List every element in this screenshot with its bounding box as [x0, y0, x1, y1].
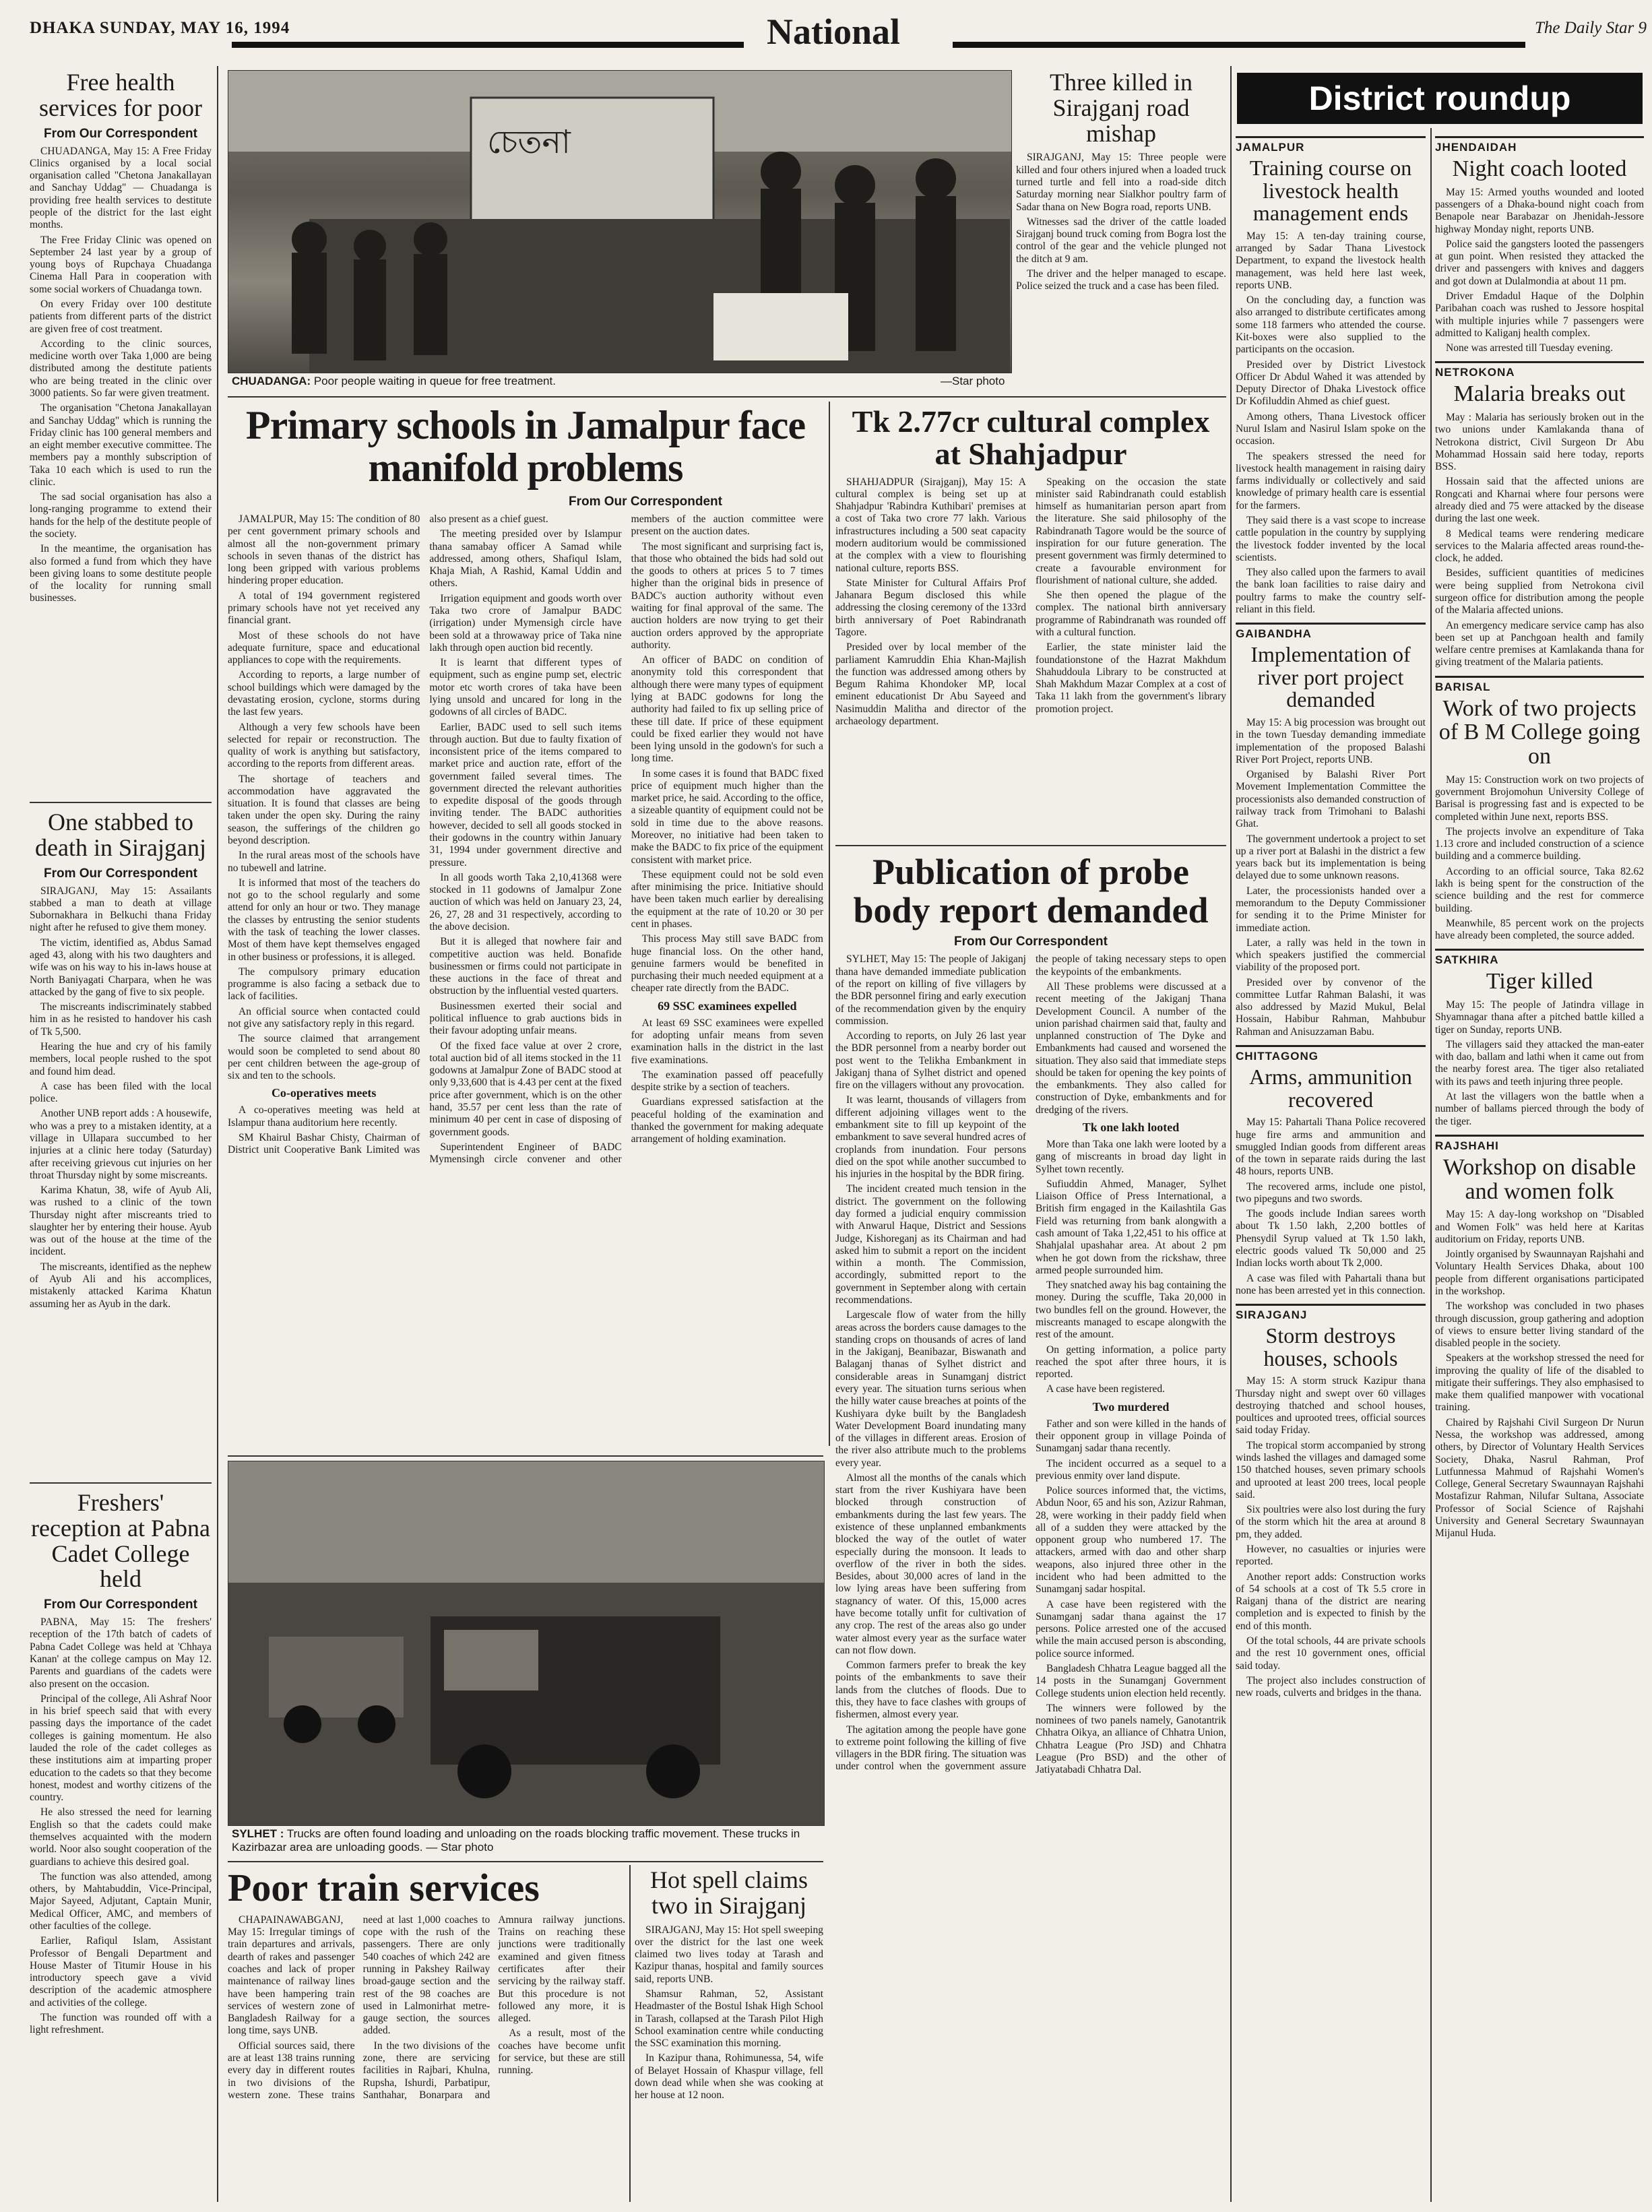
paragraph: Later, a rally was held in the town in which speakers justified the commercial viability of the proposed port. — [1236, 937, 1426, 974]
article-stabbed — [30, 807, 212, 1481]
masthead-rule-left — [232, 42, 744, 48]
paragraph: SHAHJADPUR (Sirajganj), May 15: A cultural complex is being set up at Shahjadpur 'Rabindra Kuthibari' premises at a cost of Taka two crore 77 lakh. Various infrastructures including a 500 seat capacity modern auditorium would be commissioned at the complex with a view to flourishing national culture, reports BSS. — [835, 476, 1026, 574]
paragraph: Sufiuddin Ahmed, Manager, Sylhet Liaison Office of Press International, a British firm engaged in the Kailashtila Gas Field was returning from bank alongwith a cash amount of Taka 1,22,451 to his office at Shahjalal upashahar area. At about 2 pm when he got down from the rickshaw, three armed people surrounded him. — [1036, 1178, 1226, 1276]
paragraph: All These problems were discussed at a recent meeting of the Jakiganj Thana Development Council. A number of the union parishad chairmen said that, faulty and unplanned construction of The Dyke and Embankments had caused and worsened the situation. They also said that immediate steps should be taken for opening the key points of the embankments. They also called for construction of Dyke, embankments and for dredging of the rivers. — [1036, 980, 1226, 1116]
paragraph: The function was also attended, among others, by Mahtabuddin, Vice-Principal, Major Sayeed, Adjutant, Captain Munir, Medical Officer, AMC, and members of other faculties of the college. — [30, 1870, 212, 1932]
paragraph: A case have been registered with the Sunamganj sadar thana against the 17 persons. Police arrested one of the accused while the main accused person is absconding, police source informed. — [1036, 1598, 1226, 1660]
masthead-rule-right — [953, 42, 1525, 48]
paragraph: The source claimed that arrangement would soon be completed to send about 80 per cent children between the age-group of six and ten to the schools. — [228, 1033, 420, 1082]
headline: Poor train services — [228, 1866, 540, 1909]
paragraph: Karima Khatun, 38, wife of Ayub Ali, was rushed to a clinic of the town Thursday night after miscreants tried to slaughter her by entering their house. Ayub was out of the house at the time of the incident. — [30, 1184, 212, 1258]
paragraph: Another UNB report adds : A housewife, who was a prey to a mistaken identity, at a village in Ullapara succumbed to her injuries at a clinic here today (Saturday) after receiving grievous cut injuries on her throat Thursday night by some miscreants. — [30, 1108, 212, 1181]
paragraph: The project also includes construction of new roads, culverts and bridges in the thana. — [1236, 1674, 1426, 1699]
headline: Malaria breaks out — [1453, 381, 1626, 407]
paragraph: Besides, sufficient quantities of medicines were being supplied from Netrokona civil surgeon office for distribution among the people of the Malaria affected unions. — [1435, 567, 1644, 617]
headline: Work of two projects of B M College going on — [1438, 695, 1641, 769]
paragraph: Six poultries were also lost during the fury of the storm which hit the area at around 8 pm, they added. — [1236, 1504, 1426, 1540]
paragraph: Chaired by Rajshahi Civil Surgeon Dr Nurun Nessa, the workshop was addressed, among others, by Director of Voluntary Health Services Society, Dhaka, Nasrul Rahman, Prof Lutfunnessa Mahmud of Rajshahi Women's College, General Secretary Swaunnayan Rajshahi Mostafizur Rahman, Nilufar Sultana, Associate Professor of Social Science of Rajshahi University and General Secretary Swaunnayan Mijanul Huda. — [1435, 1416, 1644, 1540]
paragraph: According to the clinic sources, medicine worth over Taka 1,000 are being distributed among the destitute patients who are being treated in the clinic over 3000 patients. So far were given treatment. — [30, 338, 212, 399]
paragraph: It is learnt that different types of equipment, such as engine pump set, electric motor etc worth crores of taka have been lying unsold and uncared for long in the godowns of all circles of BADC. — [429, 657, 622, 718]
paragraph: This process May still save BADC from huge financial loss. On the other hand, genuine farmers would be benefited in purchasing their much needed equipment at a cheaper rate directly from the BADC. — [631, 933, 823, 994]
article-body — [228, 513, 823, 1166]
paragraph: In Kazipur thana, Rohimunessa, 54, wife of Belayet Hossain of Khaspur village, fell down dead while when she was cooking at her house at 12 noon. — [635, 2052, 823, 2102]
district-label: NETROKONA — [1435, 361, 1644, 379]
paragraph: The examination passed off peacefully despite strike by a section of teachers. — [631, 1069, 823, 1094]
paragraph: They also called upon the farmers to avail the bank loan facilities to raise dairy and poultry farms to make the country self-reliant in this field. — [1236, 567, 1426, 615]
byline: From Our Correspondent — [43, 1598, 197, 1612]
paragraph: A co-operatives meeting was held at Islampur thana auditorium here recently. — [228, 1104, 420, 1129]
caption-place: SYLHET : — [232, 1827, 284, 1840]
byline: From Our Correspondent — [953, 935, 1108, 949]
headline: One stabbed to death in Sirajganj — [35, 809, 206, 861]
paragraph: The victim, identified as, Abdus Samad aged 43, along with his two daughters and wife was on his way to his in-laws house at North Baniyagati Charpara, when he was attacked by the gang of five to six people. — [30, 937, 212, 998]
dateline: DHAKA SUNDAY, MAY 16, 1994 — [30, 19, 290, 37]
district-label: GAIBANDHA — [1236, 623, 1426, 641]
headline: Tk 2.77cr cultural complex at Shahjadpur — [852, 404, 1210, 472]
byline: From Our Correspondent — [43, 126, 197, 141]
paragraph: The government undertook a project to set up a river port at Balashi in the district a few years back but its implementation is being delayed due to some unknown reasons. — [1236, 833, 1426, 882]
paragraph: These equipment could not be sold even after minimising the price. Initiative should have been taken much earlier by derealising the equipment at the rate of 10.20 or 30 per cent in phases. — [631, 868, 823, 930]
paragraph: SIRAJGANJ, May 15: Three people were killed and four others injured when a loaded truck turned turtle and fell into a road-side ditch Saturday morning near Sialkhor poultry farm of Sadar thana on New Bogra road, reports UNB. — [1016, 152, 1226, 213]
paragraph: Of the total schools, 44 are private schools and the rest 10 government ones, official said today. — [1236, 1635, 1426, 1672]
article-body — [228, 1914, 625, 2102]
district-label: SIRAJGANJ — [1236, 1304, 1426, 1322]
paragraph: The sad social organisation has also a long-ranging programme to extend their hands for the help of the destitute people of the society. — [30, 491, 212, 540]
masthead — [30, 9, 1647, 51]
paragraph: It was learnt, thousands of villagers from different adjoining villages went to the embankment site to fill up keypoint of the embankment to save several hundred acres of croplands from inundation. Four persons died on the spot while another succumbed to his injuries in the hospital by the BDR firing. — [835, 1094, 1026, 1180]
headline: Tiger killed — [1486, 969, 1593, 994]
divider — [228, 1861, 823, 1862]
paragraph: In some cases it is found that BADC fixed price of equipment much higher than the market price, he said. According to the office, a sizeable quantity of equipment could not be sold in time due to the above reasons. Moreover, no initiative had been taken to make the BADC to fix price of the equipment consistent with market price. — [631, 767, 823, 866]
byline: From Our Correspondent — [568, 495, 722, 509]
paragraph: Another report adds: Construction works of 54 schools at a cost of Tk 5.5 crore in Raiganj thana of the district are nearing completion and is expected to finish by the end of this month. — [1236, 1571, 1426, 1632]
paragraph: May : Malaria has seriously broken out in the two unions under Kamlakanda thana of Netrokona district, Civil Surgeon Dr Abu Mohammad Hossain said here today, reports BSS. — [1435, 412, 1644, 473]
headline: Storm destroys houses, schools — [1263, 1323, 1398, 1370]
photo-caption — [232, 375, 556, 388]
paragraph: Almost all the months of the canals which start from the river Kushiyara have been blocked through construction of embankments during the last few years. The existence of these unplanned embankments blocked the way of the outlet of water especially during the monsoon. It leads to overflow of the river in both the sides. Besides, about 30,000 acres of land in the low lying areas have been suffering from stagnancy of water. Of this, 15,000 acres have become totally unfit for cultivation of any crop. The rest of the areas also go under water almost every year as the surface water can not flow down. — [835, 1472, 1026, 1656]
headline: Primary schools in Jamalpur face manifold problems — [245, 403, 806, 490]
paragraph: In the meantime, the organisation has also formed a fund from which they have been giving loans to some destitute people of the locality for running small businesses. — [30, 543, 212, 604]
paragraph: Official sources said, there are at least 138 trains running every day in different routes in two divisions of the western zone. These trains need at last 1,000 coaches to cope with the rush of the passengers. There are only 540 coaches of which 242 are running in Pakshey Railway broad-gauge section and the rest of the 98 coaches are used in Lalmonirhat metre-gauge section, the sources added. — [228, 1914, 490, 2101]
paragraph: The projects involve an expenditure of Taka 1.13 crore and included construction of a science building and a commerce building. — [1435, 825, 1644, 862]
paragraph: Shamsur Rahman, 52, Assistant Headmaster of the Bostul Ishak High School in Tarash, collapsed at the Tarash Pilot High School examination centre while conducting the SSC examination this morning. — [635, 1988, 823, 2050]
district-label: BARISAL — [1435, 676, 1644, 694]
paragraph: An officer of BADC on condition of anonymity told this correspondent that although there were many types of equipment lying at BADC godowns for long the authority had failed to fix up selling price of these till date. If price of these equipment could be fixed earlier they would not have been lying unsold in the godown's for such a long time. — [631, 654, 823, 765]
paragraph: Presided over by local member of the parliament Kamruddin Ehia Khan-Majlish the function was addressed among others by Begum Rahima Khondoker MP, local eminent educationist Dr Abu Sayeed and Nasimuddin Malitha and director of the archaeology department. — [835, 641, 1026, 727]
column-divider — [1230, 66, 1232, 2202]
column-divider — [629, 1865, 631, 2202]
paragraph: Largescale flow of water from the hilly areas across the borders cause damages to the standing crops on thousands of acres of land in the Jakiganj, Beanibazar, Biswanath and Balaganj thanas of Sylhet district and considerable areas in Sunamganj district every year. The situation turns serious when the hilly water cause breaches at points of the Kushiyara dyke built by the Bangladesh Water Development Board inundating many of the villages in different areas. Erosion of the river also attribute much to the problems every year. — [835, 1309, 1026, 1469]
paragraph: SIRAJGANJ, May 15: Assailants stabbed a man to death at village Subornakhara in Belkuchi thana Friday night after he refused to give them money. — [30, 885, 212, 934]
paragraph: On getting information, a police party reached the spot after three hours, it is reported. — [1036, 1344, 1226, 1381]
paragraph: In all goods worth Taka 2,10,41368 were stocked in 11 godowns of Jamalpur Zone auction of which was held on January 23, 24, 26, 27, 28 and 31 respectively, according to the above decision. — [429, 871, 622, 933]
paragraph: Superintendent Engineer of BADC Mymensingh circle convener and other members of the auction committee were present on the auction dates. — [429, 513, 823, 1166]
paragraph: May 15: Construction work on two projects of government Brojomohun University College of Barisal is progressing fast and is expected to be completed within June next, reports BSS. — [1435, 773, 1644, 823]
paragraph: Presided over by District Livestock Officer Dr Abdul Wahed it was attended by Deputy Director of Dhaka Livestock office Dr Kofiluddin Ahmed as chief guest. — [1236, 358, 1426, 408]
caption-text: Poor people waiting in queue for free treatment. — [313, 375, 556, 387]
paragraph: May 15: Armed youths wounded and looted passengers of a Dhaka-bound night coach from Benapole near Barabazar on Jhenidah-Jessore highway Monday night, reports UNB. — [1435, 186, 1644, 235]
article-probe-report — [835, 850, 1226, 2202]
paragraph: The speakers stressed the need for livestock health management in raising dairy farms individually or collectively and said knowledge of primary health care is essential for the farmers. — [1236, 450, 1426, 511]
paragraph: Of the fixed face value at over 2 crore, total auction bid of all items stocked in the 11 godowns at Jamalpur Zone of BADC stood at only 9,33,600 that is 4.43 per cent at the fixed price after government, which is on the other hand, 35.57 per cent less than the rate of minimum 40 per cent in case of disposing of government goods. — [429, 1040, 622, 1138]
paragraph: None was arrested till Tuesday evening. — [1446, 342, 1613, 354]
paragraph: According to reports, a large number of school buildings which were damaged by the devastating erosion, cyclone, storms during the last few years. — [228, 669, 420, 718]
paragraph: Earlier, Rafiqul Islam, Assistant Professor of Bengali Department and House Master of Titumir House in his introductory speech gave a vivid description of the academic atmosphere and activities of the college. — [30, 1935, 212, 2009]
article-poor-train — [228, 1865, 625, 2202]
paragraph: However, no casualties or injuries were reported. — [1236, 1544, 1426, 1568]
headline: Free health services for poor — [39, 69, 202, 121]
paragraph: Police said the gangsters looted the passengers at gun point. When resisted they attacked the driver and passengers with knives and daggers and got down at Dulalmondia at about 11 pm. — [1435, 238, 1644, 287]
article-body — [835, 476, 1226, 728]
paragraph: Businessmen exerted their social and political influence to grab auctions bids in their favour adopting unfair means. — [429, 1000, 622, 1037]
district-column-b — [1435, 129, 1644, 2202]
paragraph: An official source when contacted could not give any satisfactory reply in this regard. — [228, 1005, 420, 1030]
photo-queue — [228, 70, 1012, 373]
caption-place: CHUADANGA: — [232, 375, 311, 387]
paragraph: Although a very few schools have been selected for repair or reconstruction. The quality of work is anything but satisfactory, according to the reports from different areas. — [228, 721, 420, 770]
paragraph: May 15: A day-long workshop on "Disabled and Women Folk" was held here at Karitas auditorium on Friday, reports UNB. — [1435, 1209, 1644, 1245]
column-divider — [829, 402, 830, 1446]
paragraph: At last the villagers won the battle when a number of ballams pierced through the body of the tiger. — [1435, 1091, 1644, 1127]
article-primary-schools — [228, 402, 823, 1453]
paragraph: Earlier, BADC used to sell such items through auction. But due to faulty fixation of inconsistent price of the items compared to market price and auction rate, effort of the government failed several times. The government directed the relevant authorities to expedite disposal of the goods through inviting tender. The BADC authorities however, decided to sell all goods stocked in their godowns in the country within January 31, 1994 under government directive and pressure. — [429, 721, 622, 868]
paragraph: Driver Emdadul Haque of the Dolphin Paribahan coach was rushed to Jessore hospital with multiple injuries while 7 passengers were admitted to Kaliganj health complex. — [1435, 290, 1644, 339]
paragraph: More than Taka one lakh were looted by a gang of miscreants in broad day light in Sylhet town recently. — [1036, 1139, 1226, 1175]
paragraph: A total of 194 government registered primary schools have not yet received any financial grant. — [228, 590, 420, 627]
paragraph: CHUADANGA, May 15: A Free Friday Clinics organised by a local social organisation called "Chetona Janakallayan and Sanchay Uddag" — Chuadanga is providing free health services to destitute people of the district for the last eight months. — [30, 145, 212, 231]
paragraph: A case has been filed with the local police. — [30, 1080, 212, 1105]
district-label: SATKHIRA — [1435, 949, 1644, 967]
paragraph: The most significant and surprising fact is, that those who obtained the bids had sold out the goods to others at prices 5 to 7 times higher than the original bids in presence of BADC's auction authority without even waiting for final approval of the same. The auction holders are now trying to get their auction orders approved by the appropriate authority. — [631, 540, 823, 651]
paragraph: Meanwhile, 85 percent work on the projects have already been completed, the source added. — [1435, 917, 1644, 942]
paragraph: Hossain said that the affected unions are Rongcati and Kharnai where four persons were already died and 75 were attacked by the disease during the last one week. — [1435, 476, 1644, 525]
paragraph: SIRAJGANJ, May 15: Hot spell sweeping over the district for the last one week claimed two lives today at Tarash and Kazipur thanas, hospital and family sources said, reports UNB. — [635, 1924, 823, 1985]
paragraph: The organisation "Chetona Janakallayan and Sanchay Uddag" which is running the Friday clinic has 100 general members and an eight member executive committee. The members pay a monthly subscription of Taka 10 each which is used to run the clinic. — [30, 402, 212, 488]
paragraph: The miscreants, identified as the nephew of Ayub Ali and his accomplices, mistakenly attacked Karima Khatun assuming her as Ayub in the dark. — [30, 1261, 212, 1310]
subhead: Two murdered — [1092, 1399, 1170, 1414]
paragraph: Jointly organised by Swaunnayan Rajshahi and Voluntary Health Services Dhaka, about 100 people from different organisations participated in the workshop. — [1435, 1249, 1644, 1297]
paragraph: The goods include Indian sarees worth about Tk 1.50 lakh, 2,200 bottles of Phensydil Syrup valued at Tk 1.50 lakh, electric goods valued Tk 50,000 and 25 Indian locks worth about Tk 2,000. — [1236, 1208, 1426, 1269]
paragraph: PABNA, May 15: The freshers' reception of the 17th batch of cadets of Pabna Cadet College was held at 'Chhaya Kanan' at the college campus on May 12. Parents and guardians of the cadets were also present on the occasion. — [30, 1616, 212, 1690]
paragraph: She then opened the plague of the complex. The national birth anniversary programme of Rabindranath was rounded off with a cultural function. — [1036, 590, 1226, 638]
paragraph: SM Khairul Bashar Chisty, Chairman of District unit Cooperative Bank Limited was also present as a chief guest. — [228, 513, 548, 1156]
paragraph: The tropical storm accompanied by strong winds lashed the villages and damaged some 150 thatched houses, seven primary schools and uprooted at least 200 trees, local people said. — [1236, 1439, 1426, 1500]
article-freshers — [30, 1488, 212, 2202]
photo-trucks-illustration — [228, 1461, 824, 1825]
paragraph: The driver and the helper managed to escape. Police seized the truck and a case has been filed. — [1016, 267, 1226, 292]
paragraph: Speaking on the occasion the state minister said Rabindranath could establish himself as humanitarian person apart from the literature. She said philosophy of the Rabindranath Tagore would be the source of inspiration for our future generation. The present government was firmly determined to create a favourable environment for flourishment of national culture, she added. — [1036, 476, 1226, 586]
paragraph: It is informed that most of the teachers do not go to the school regularly and some attend for only an hour or two. They manage the classes by entrusting the senior students with the task of teaching the lower classes. Most of them have kept themselves engaged in other business or professions, it is alleged. — [228, 877, 420, 963]
district-label: JAMALPUR — [1236, 136, 1426, 154]
paragraph: 8 Medical teams were rendering medicare services to the Malaria affected areas round-the-clock, he added. — [1435, 528, 1644, 565]
paragraph: A case was filed with Pahartali thana but none has been arrested yet in this connection. — [1236, 1272, 1426, 1296]
paragraph: Guardians expressed satisfaction at the peaceful holding of the examination and thanked the government for making adequate arrangement of holding examination. — [631, 1096, 823, 1145]
paragraph: SYLHET, May 15: The people of Jakiganj thana have demanded immediate publication of the report on killing of five villagers by the BDR personnel firing and early execution of the recommendation given by the enquiry commission. — [835, 953, 1026, 1027]
paragraph: The recovered arms, include one pistol, two pipeguns and two swords. — [1236, 1180, 1426, 1205]
paragraph: Bangladesh Chhatra League bagged all the 14 posts in the Sunamganj Government College students union election held recently. — [1036, 1663, 1226, 1699]
headline: Workshop on disable and women folk — [1442, 1154, 1637, 1204]
paragraph: Hearing the hue and cry of his family members, local people rushed to the spot and found him dead. — [30, 1040, 212, 1077]
paragraph: Later, the processionists handed over a memorandum to the Deputy Commissioner for sending it to the Prime Minister for immediate action. — [1236, 885, 1426, 934]
paragraph: JAMALPUR, May 15: The condition of 80 per cent government primary schools and almost all the non-government primary schools in seven thanas of the district has long been gripped with various problems hindering proper education. — [228, 513, 420, 587]
subhead: 69 SSC examinees expelled — [658, 999, 797, 1013]
paragraph: The agitation among the people have gone to extreme point following the killing of five villagers in the BDR firing. The situation was under control when the government assure the people of taking necessary steps to open the keypoints of the embankments. — [835, 953, 1226, 1773]
paragraph: According to an official source, Taka 82.62 lakh is being spent for the construction of the science building and the rest for commerce building. — [1435, 865, 1644, 914]
divider — [228, 396, 1226, 398]
paragraph: Father and son were killed in the hands of their opponent group in village Poinda of Sunamganj sadar thana recently. — [1036, 1418, 1226, 1455]
paragraph: Organised by Balashi River Port Movement Implementation Committee the processionists also demanded construction of railway track from Trimohani to Balashi Ghat. — [1236, 769, 1426, 830]
paragraph: The villagers said they attacked the man-eater with dao, ballam and lathi when it came out from the nearby forest area. The tiger also retaliated with its paws and teeth injuring three people. — [1435, 1038, 1644, 1087]
paragraph: Principal of the college, Ali Ashraf Noor in his brief speech said that with every passing days the importance of the cadet colleges is gaining momentum. He also lauded the role of the cadet colleges as these institutions aim at imparting proper education to the cadets so that they become honest, modest and worthy citizens of the country. — [30, 1693, 212, 1804]
photo-credit: —Star photo — [941, 375, 1005, 387]
paragraph: May 15: A storm struck Kazipur thana Thursday night and swept over 60 villages destroying thatched and school houses, poultices and uprooted trees, official sources said today Friday. — [1236, 1375, 1426, 1436]
divider — [835, 845, 1226, 846]
paper-name: The Daily Star 9 — [1535, 19, 1647, 37]
paragraph: According to reports, on July 26 last year the BDR personnel from a nearby border out post went to the Telikha Embankment in Jakiganj thana of Sylhet district and opened fire on the villagers without any provocation. — [835, 1030, 1026, 1092]
paragraph: Among others, Thana Livestock officer Nurul Islam and Nasirul Islam spoke on the occasion. — [1236, 410, 1426, 447]
paragraph: The compulsory primary education programme is also facing a setback due to lack of facilities. — [228, 966, 420, 1003]
paragraph: The miscreants indiscriminately stabbed him in as he resisted to handover his cash of Tk 5,500. — [30, 1001, 212, 1038]
headline: Freshers' reception at Pabna Cadet College held — [31, 1489, 210, 1593]
divider — [30, 802, 212, 803]
paragraph: The winners were followed by the nominees of two panels namely, Ganotantrik Chhatra Oikya, an alliance of Chhatra Union, Chhatra League (Pro JSD) and Chhatra League (Pro BSD) and the other of Jatiyatabadi Chhatra Dal. — [1036, 1702, 1226, 1776]
headline: Arms, ammunition recovered — [1249, 1065, 1412, 1112]
district-label: CHITTAGONG — [1236, 1045, 1426, 1063]
article-cultural-complex — [835, 403, 1226, 841]
paragraph: The meeting presided over by Islampur thana samabay officer A Samad while addressed, among others, Shafiqul Islam, Khaja Miah, A Rashid, Kamal Uddin and others. — [429, 528, 622, 590]
article-free-health — [30, 67, 212, 802]
headline: Publication of probe body report demanded — [853, 852, 1209, 930]
paragraph: The Free Friday Clinic was opened on September 24 last year by a group of young boys of Rupchaya Chuadanga Cinema Hall Para in cooperation with some social workers of Chuadanga town. — [30, 234, 212, 295]
paragraph: As a result, most of the coaches have become unfit for service, but these are still running. — [498, 2027, 625, 2077]
subhead: Tk one lakh looted — [1082, 1120, 1180, 1135]
headline: Hot spell claims two in Sirajganj — [650, 1866, 808, 1919]
headline: Implementation of river port project demanded — [1250, 642, 1411, 712]
district-column-a — [1236, 129, 1426, 2202]
paragraph: Witnesses sad the driver of the cattle loaded Sirajganj bound truck coming from Bogra lost the control of the gear and the vehicle plunged not the ditch at 9 am. — [1016, 216, 1226, 265]
paragraph: The workshop was concluded in two phases through discussion, group gathering and adoption of views to ensure better living standard of the disabled people in the society. — [1435, 1300, 1644, 1350]
article-three-killed — [1016, 67, 1226, 404]
photo-credit: — Star photo — [426, 1841, 494, 1854]
paragraph: The incident created much tension in the district. The government on the following day formed a judicial enquiry commission with Anwarul Haque, District and Sessions Judge, Kishoreganj as its Chairman and had asked him to submit a report on the incident within a month. The Commission, accordingly, submitted report to the government in September along with certain recommendations. — [835, 1183, 1026, 1306]
photo-sign: চেতনা — [487, 125, 571, 160]
paragraph: The function was rounded off with a light refreshment. — [30, 2011, 212, 2036]
divider — [228, 1455, 823, 1457]
photo-trucks — [228, 1461, 825, 1826]
paragraph: Most of these schools do not have adequate furniture, space and educational appliances to cope with the requirements. — [228, 629, 420, 666]
subhead: Co-operatives meets — [271, 1086, 377, 1100]
paragraph: He also stressed the need for learning English so that the cadets could make themselves acquainted with the modern world. Noor also sought cooperation of the guardians to achieve this desired goal. — [30, 1806, 212, 1868]
byline: From Our Correspondent — [43, 866, 197, 881]
headline: Training course on livestock health management ends — [1249, 156, 1412, 226]
paragraph: Earlier, the state minister laid the foundationstone of the Hazrat Makhdum Shahuddoula Library to be constructed at Shah Makhdum Mazar Complex at a cost of Taka 11 lakh from the government's library promotion project. — [1036, 641, 1226, 715]
paragraph: CHAPAINAWABGANJ, May 15: Irregular timings of train departures and arrivals, dearth of rakes and passenger coaches and lack of proper maintenance of railway lines have been hampering train services of western zone of Bangladesh Railway for a long time, says UNB. — [228, 1914, 355, 2037]
caption-text: Trucks are often found loading and unloading on the roads blocking traffic movement. These trucks in Kazirbazar area are unloading goods. — [232, 1827, 800, 1854]
paragraph: Police sources informed that, the victims, Abdun Noor, 65 and his son, Azizur Rahman, 28, were working in their paddy field when all of a sudden they were attacked by the opponent group who numbered 17. The attackers, armed with dao and other sharp weapons, also injured three other in the incident who had been admitted to the Sunamganj sadar hospital. — [1036, 1485, 1226, 1595]
paragraph: On the concluding day, a function was also arranged to distribute certificates among some 118 farmers who attended the course. Kit-boxes were also supplied to the participants on the occasion. — [1236, 294, 1426, 356]
district-roundup-banner: District roundup — [1237, 73, 1643, 124]
paragraph: An emergency medicare service camp has also been set up at Panchgoan health and family welfare centre premises at Kamlakanda thana for giving treatment of the Malaria patients. — [1435, 619, 1644, 668]
paragraph: Speakers at the workshop stressed the need for improving the quality of life of the disabled to mitigate their sufferings. They also emphasised to make them qualified manpower with vocational training. — [1435, 1352, 1644, 1414]
paragraph: The shortage of teachers and accommodation have aggravated the situation. It is found that classes are being taken under the open sky. During the rainy season, the sufferings of the children go beyond description. — [228, 773, 420, 847]
paragraph: Presided over by convenor of the committee Lutfar Rahman Balashi, it was also addressed by Mazid Mukul, Belal Hossain, Habibur Rahman, Mahbubur Rahman and Anisuzzaman Babu. — [1236, 976, 1426, 1038]
article-body — [835, 953, 1226, 1776]
paragraph: But it is alleged that nowhere fair and competitive auction was held. Bonafide businessmen or firms could not participate in these auctions in the face of threat and obstruction by the influential vested quarters. — [429, 936, 622, 997]
paragraph: They snatched away his bag containing the money. During the scuffle, Taka 20,000 in two bundles fell on the ground. However, the miscreants managed to escape alongwith the rest of the amount. — [1036, 1279, 1226, 1341]
paragraph: On every Friday over 100 destitute patients from different parts of the district are given free of cost treatment. — [30, 298, 212, 335]
paragraph: In the two divisions of the zone, there are servicing facilities in Rajbari, Khulna, Rupsha, Ishurdi, Parbatipur, Santhahar, Bonarpara and Amnura railway junctions. Trains on reaching these junctions were traditionally examined and given fitness certificates after their servicing by the railway staff. But this procedure is not followed any more, it is alleged. — [362, 1914, 625, 2101]
paragraph: Common farmers prefer to break the key points of the embankments to save their lands from the clutches of floods. Due to this, they have to face clashes with groups of fishermen, almost every year. — [835, 1660, 1026, 1721]
headline: Three killed in Sirajganj road mishap — [1050, 69, 1193, 147]
headline: Night coach looted — [1452, 156, 1627, 181]
paragraph: A case have been registered. — [1046, 1383, 1166, 1395]
paragraph: They said there is a vast scope to increase cattle population in the country by supplying the livestock fodder invented by the local scientists. — [1236, 514, 1426, 563]
paragraph: May 15: A ten-day training course, arranged by Sadar Thana Livestock Department, to expand the livestock health management, was held here last week, reports UNB. — [1236, 230, 1426, 291]
paragraph: Irrigation equipment and goods worth over Taka two crore of Jamalpur BADC (irrigation) under Mymensigh circle have been sold at a throwaway price of Taka nine lakh through open auction bid recently. — [429, 592, 622, 654]
paragraph: The incident occurred as a sequel to a previous enmity over land dispute. — [1036, 1457, 1226, 1482]
district-label: JHENDAIDAH — [1435, 136, 1644, 154]
section-title: National — [757, 11, 910, 53]
paragraph: In the rural areas most of the schools have no tubewell and latrine. — [228, 850, 420, 874]
paragraph: May 15: A big procession was brought out in the town Tuesday demanding immediate implementation of the proposed Balashi River Port Project, reports UNB. — [1236, 717, 1426, 765]
photo-queue-illustration — [228, 71, 1011, 373]
district-label: RAJSHAHI — [1435, 1135, 1644, 1153]
paragraph: State Minister for Cultural Affairs Prof Jahanara Begum disclosed this while addressing the closing ceremony of the 133rd birth anniversary of Poet Rabindranath Tagore. — [835, 577, 1026, 638]
paragraph: At least 69 SSC examinees were expelled for adopting unfair means from seven examination halls in the district in the last five examinations. — [631, 1017, 823, 1066]
article-hot-spell — [635, 1865, 823, 2202]
paragraph: May 15: The people of Jatindra village in Shyamnagar thana after a pitched battle killed a tiger on Sunday, reports UNB. — [1435, 999, 1644, 1036]
paragraph: May 15: Pahartali Thana Police recovered huge fire arms and ammunition and smuggled Indian goods from different areas of the town in separate raids during the last 48 hours, reports UNB. — [1236, 1116, 1426, 1178]
column-divider — [1430, 128, 1432, 2202]
divider — [30, 1482, 212, 1484]
column-divider — [217, 66, 218, 2202]
photo-caption — [232, 1827, 818, 1855]
